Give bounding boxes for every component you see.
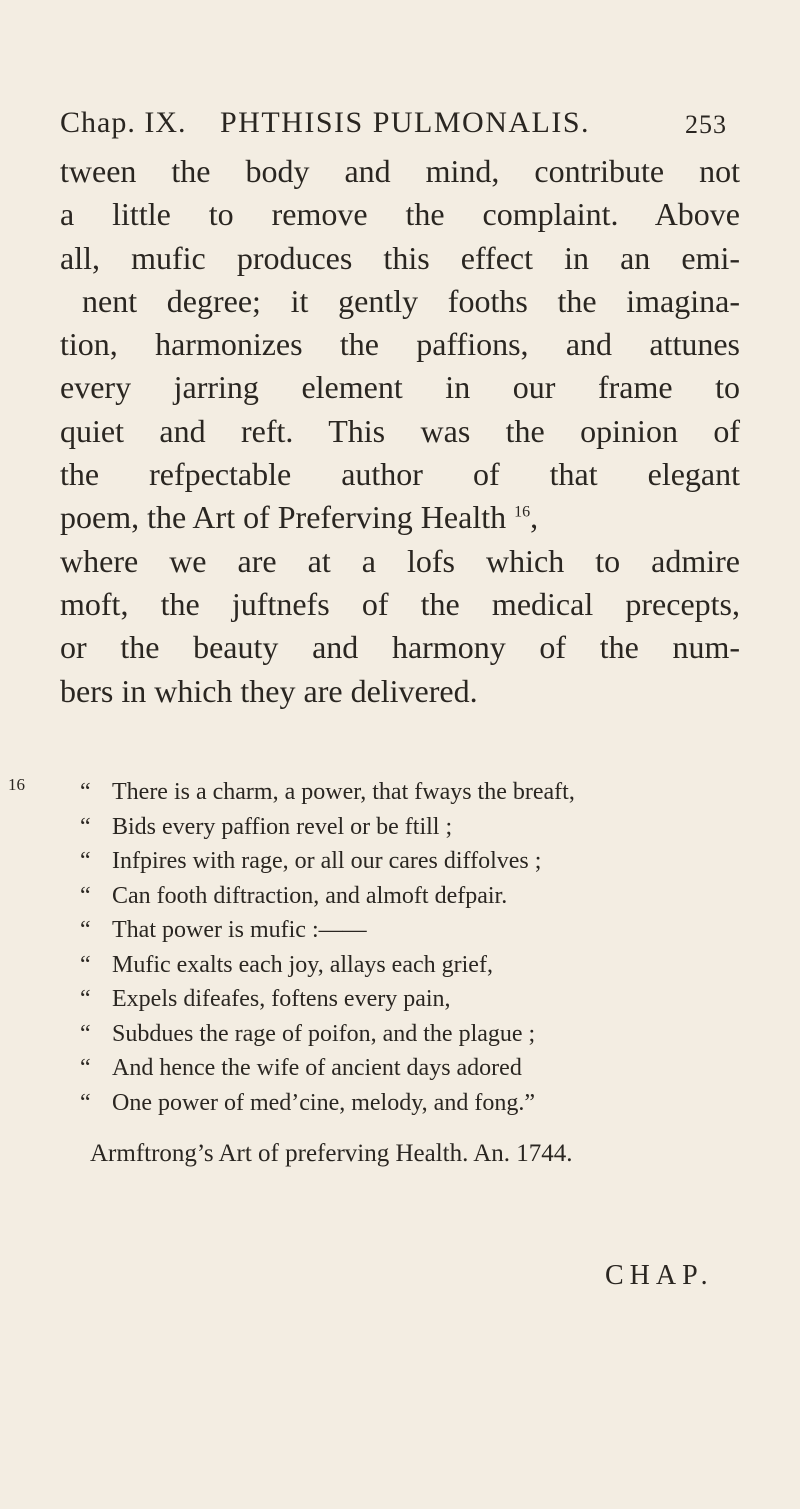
footnote-poem	[80, 775, 740, 1120]
quote-mark: “	[80, 779, 91, 805]
footnote-reference-comma: ,	[530, 499, 539, 536]
quote-mark: “	[80, 986, 91, 1012]
poem-line	[80, 948, 740, 983]
poem-line	[80, 982, 740, 1017]
paragraph-line-with-note	[60, 496, 740, 539]
poem-line-text: Subdues the rage of poifon, and the plague ;	[112, 1020, 536, 1047]
poem-line-text: Bids every paffion revel or be ftill ;	[112, 813, 453, 840]
footnote-reference: 16	[514, 503, 531, 521]
footnote-marker: 16	[8, 775, 25, 794]
quote-mark: “	[80, 917, 91, 943]
page-number: 253	[685, 110, 727, 139]
paragraph-line: a little to remove the complaint. Above	[60, 196, 740, 233]
paragraph-line: bers in which they are delivered.	[60, 672, 478, 709]
quote-mark: “	[80, 951, 91, 978]
poem-line-text: There is a charm, a power, that fways the breaft,	[112, 779, 575, 805]
running-header	[60, 100, 740, 150]
paragraph-line: nent degree; it gently fooths the imagina-	[82, 282, 740, 319]
paragraph-line: the refpectable author of that elegant	[60, 456, 740, 493]
paragraph-line: tion, harmonizes the paffions, and attunes	[60, 326, 740, 363]
quote-mark: “	[80, 882, 91, 909]
quote-mark: “	[80, 848, 91, 874]
catchword: CHAP.	[605, 1260, 714, 1291]
main-paragraph	[60, 150, 740, 713]
poem-line	[80, 1086, 740, 1121]
paragraph-line: where we are at a lofs which to admire	[60, 542, 740, 579]
paragraph-line: all, mufic produces this effect in an emi-	[60, 239, 740, 276]
paragraph-line: moft, the juftnefs of the medical precepts,	[60, 585, 740, 622]
chapter-label: Chap. IX.	[60, 106, 187, 139]
poem-line	[80, 1051, 740, 1086]
quote-mark: “	[80, 1020, 91, 1047]
poem-line	[80, 810, 740, 845]
poem-line-text: Mufic exalts each joy, allays each grief,	[112, 951, 493, 978]
poem-line-text: Infpires with rage, or all our cares diffolves ;	[112, 848, 542, 874]
poem-line	[80, 879, 740, 914]
poem-line	[80, 844, 740, 879]
paragraph-line: tween the body and mind, contribute not	[60, 153, 740, 189]
quote-mark: “	[80, 1055, 91, 1081]
poem-line-text: Expels difeafes, foftens every pain,	[112, 986, 451, 1012]
poem-line	[80, 1017, 740, 1052]
paragraph-line: every jarring element in our frame to	[60, 369, 740, 406]
running-title: PHTHISIS PULMONALIS.	[220, 106, 591, 139]
poem-line-text: That power is mufic :——	[112, 917, 367, 943]
paragraph-line: quiet and reft. This was the opinion of	[60, 412, 740, 449]
quote-mark: “	[80, 813, 91, 840]
poem-line-text: Can footh diftraction, and almoft defpair.	[112, 882, 508, 909]
poem-line	[80, 913, 740, 948]
quote-mark: “	[80, 1089, 91, 1116]
paragraph-line-text: poem, the Art of Preferving Health	[60, 499, 507, 536]
footnote-source: Armftrong’s Art of preferving Health. An. 1744.	[90, 1140, 573, 1167]
poem-line-text: One power of med’cine, melody, and fong.”	[112, 1089, 535, 1116]
poem-line	[80, 775, 740, 810]
paragraph-line: or the beauty and harmony of the num-	[60, 629, 740, 666]
poem-line-text: And hence the wife of ancient days adored	[112, 1055, 522, 1081]
